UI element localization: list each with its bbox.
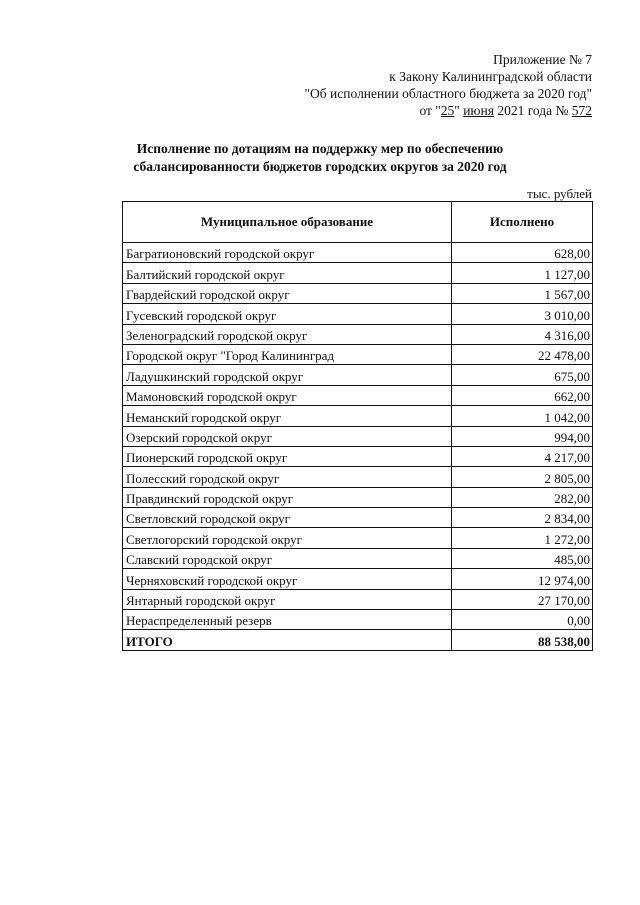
title-line-1: Исполнение по дотациям на поддержку мер по обеспечению [136, 141, 504, 156]
table-row [123, 344, 593, 364]
executed-amount: 1 567,00 [452, 283, 593, 303]
column-header-executed: Исполнено [452, 202, 593, 243]
executed-amount: 628,00 [452, 243, 593, 263]
total-row [123, 630, 593, 650]
municipality-name: Нераспределенный резерв [123, 610, 452, 630]
municipality-name: Светлогорский городской округ [123, 528, 452, 548]
executed-amount: 4 316,00 [452, 324, 593, 344]
unit-label: тыс. рублей [527, 186, 592, 201]
table-row [123, 406, 593, 426]
table-row [123, 446, 593, 466]
total-label: ИТОГО [123, 630, 452, 650]
executed-amount: 1 127,00 [452, 263, 593, 283]
table-row [123, 610, 593, 630]
executed-amount: 662,00 [452, 385, 593, 405]
document-title [0, 140, 640, 176]
law-title: "Об исполнении областного бюджета за 2020 год" [304, 86, 592, 101]
table-row [123, 426, 593, 446]
table-row [123, 589, 593, 609]
municipality-name: Гусевский городской округ [123, 304, 452, 324]
table-row [123, 569, 593, 589]
table-row [123, 365, 593, 385]
table-row [123, 548, 593, 568]
execution-table [122, 201, 593, 651]
municipality-name: Полесский городской округ [123, 467, 452, 487]
law-day: 25 [440, 103, 455, 118]
executed-amount: 2 834,00 [452, 508, 593, 528]
table-row [123, 385, 593, 405]
executed-amount: 1 272,00 [452, 528, 593, 548]
municipality-name: Багратионовский городской округ [123, 243, 452, 263]
table-row [123, 304, 593, 324]
law-date: от "25" июня 2021 года № 572 [419, 103, 592, 118]
appendix-number: Приложение № 7 [493, 52, 592, 67]
municipality-name: Городской округ "Город Калининград [123, 344, 452, 364]
municipality-name: Гвардейский городской округ [123, 283, 452, 303]
municipality-name: Правдинский городской округ [123, 487, 452, 507]
municipality-name: Славский городской округ [123, 548, 452, 568]
table-row [123, 508, 593, 528]
executed-amount: 1 042,00 [452, 406, 593, 426]
executed-amount: 0,00 [452, 610, 593, 630]
executed-amount: 485,00 [452, 548, 593, 568]
title-line-2: сбалансированности бюджетов городских округов за 2020 год [133, 159, 507, 174]
municipality-name: Зеленоградский городской округ [123, 324, 452, 344]
executed-amount: 2 805,00 [452, 467, 593, 487]
municipality-name: Светловский городской округ [123, 508, 452, 528]
table-body [123, 243, 593, 651]
executed-amount: 27 170,00 [452, 589, 593, 609]
law-month: июня [463, 103, 494, 118]
municipality-name: Озерский городской округ [123, 426, 452, 446]
executed-amount: 675,00 [452, 365, 593, 385]
table-row [123, 467, 593, 487]
municipality-name: Янтарный городской округ [123, 589, 452, 609]
table-row [123, 528, 593, 548]
municipality-name: Ладушкинский городской округ [123, 365, 452, 385]
municipality-name: Пионерский городской округ [123, 446, 452, 466]
executed-amount: 4 217,00 [452, 446, 593, 466]
law-number: 572 [571, 103, 592, 118]
executed-amount: 994,00 [452, 426, 593, 446]
executed-amount: 12 974,00 [452, 569, 593, 589]
table-row [123, 243, 593, 263]
law-reference: к Закону Калининградской области [389, 69, 592, 84]
table-row [123, 324, 593, 344]
total-amount: 88 538,00 [452, 630, 593, 650]
executed-amount: 282,00 [452, 487, 593, 507]
table-row [123, 487, 593, 507]
municipality-name: Неманский городской округ [123, 406, 452, 426]
municipality-name: Мамоновский городской округ [123, 385, 452, 405]
table-row [123, 263, 593, 283]
municipality-name: Балтийский городской округ [123, 263, 452, 283]
municipality-name: Черняховский городской округ [123, 569, 452, 589]
executed-amount: 3 010,00 [452, 304, 593, 324]
column-header-municipality: Муниципальное образование [123, 202, 452, 243]
appendix-header [305, 51, 592, 119]
executed-amount: 22 478,00 [452, 344, 593, 364]
table-row [123, 283, 593, 303]
table-header-row [123, 202, 593, 243]
